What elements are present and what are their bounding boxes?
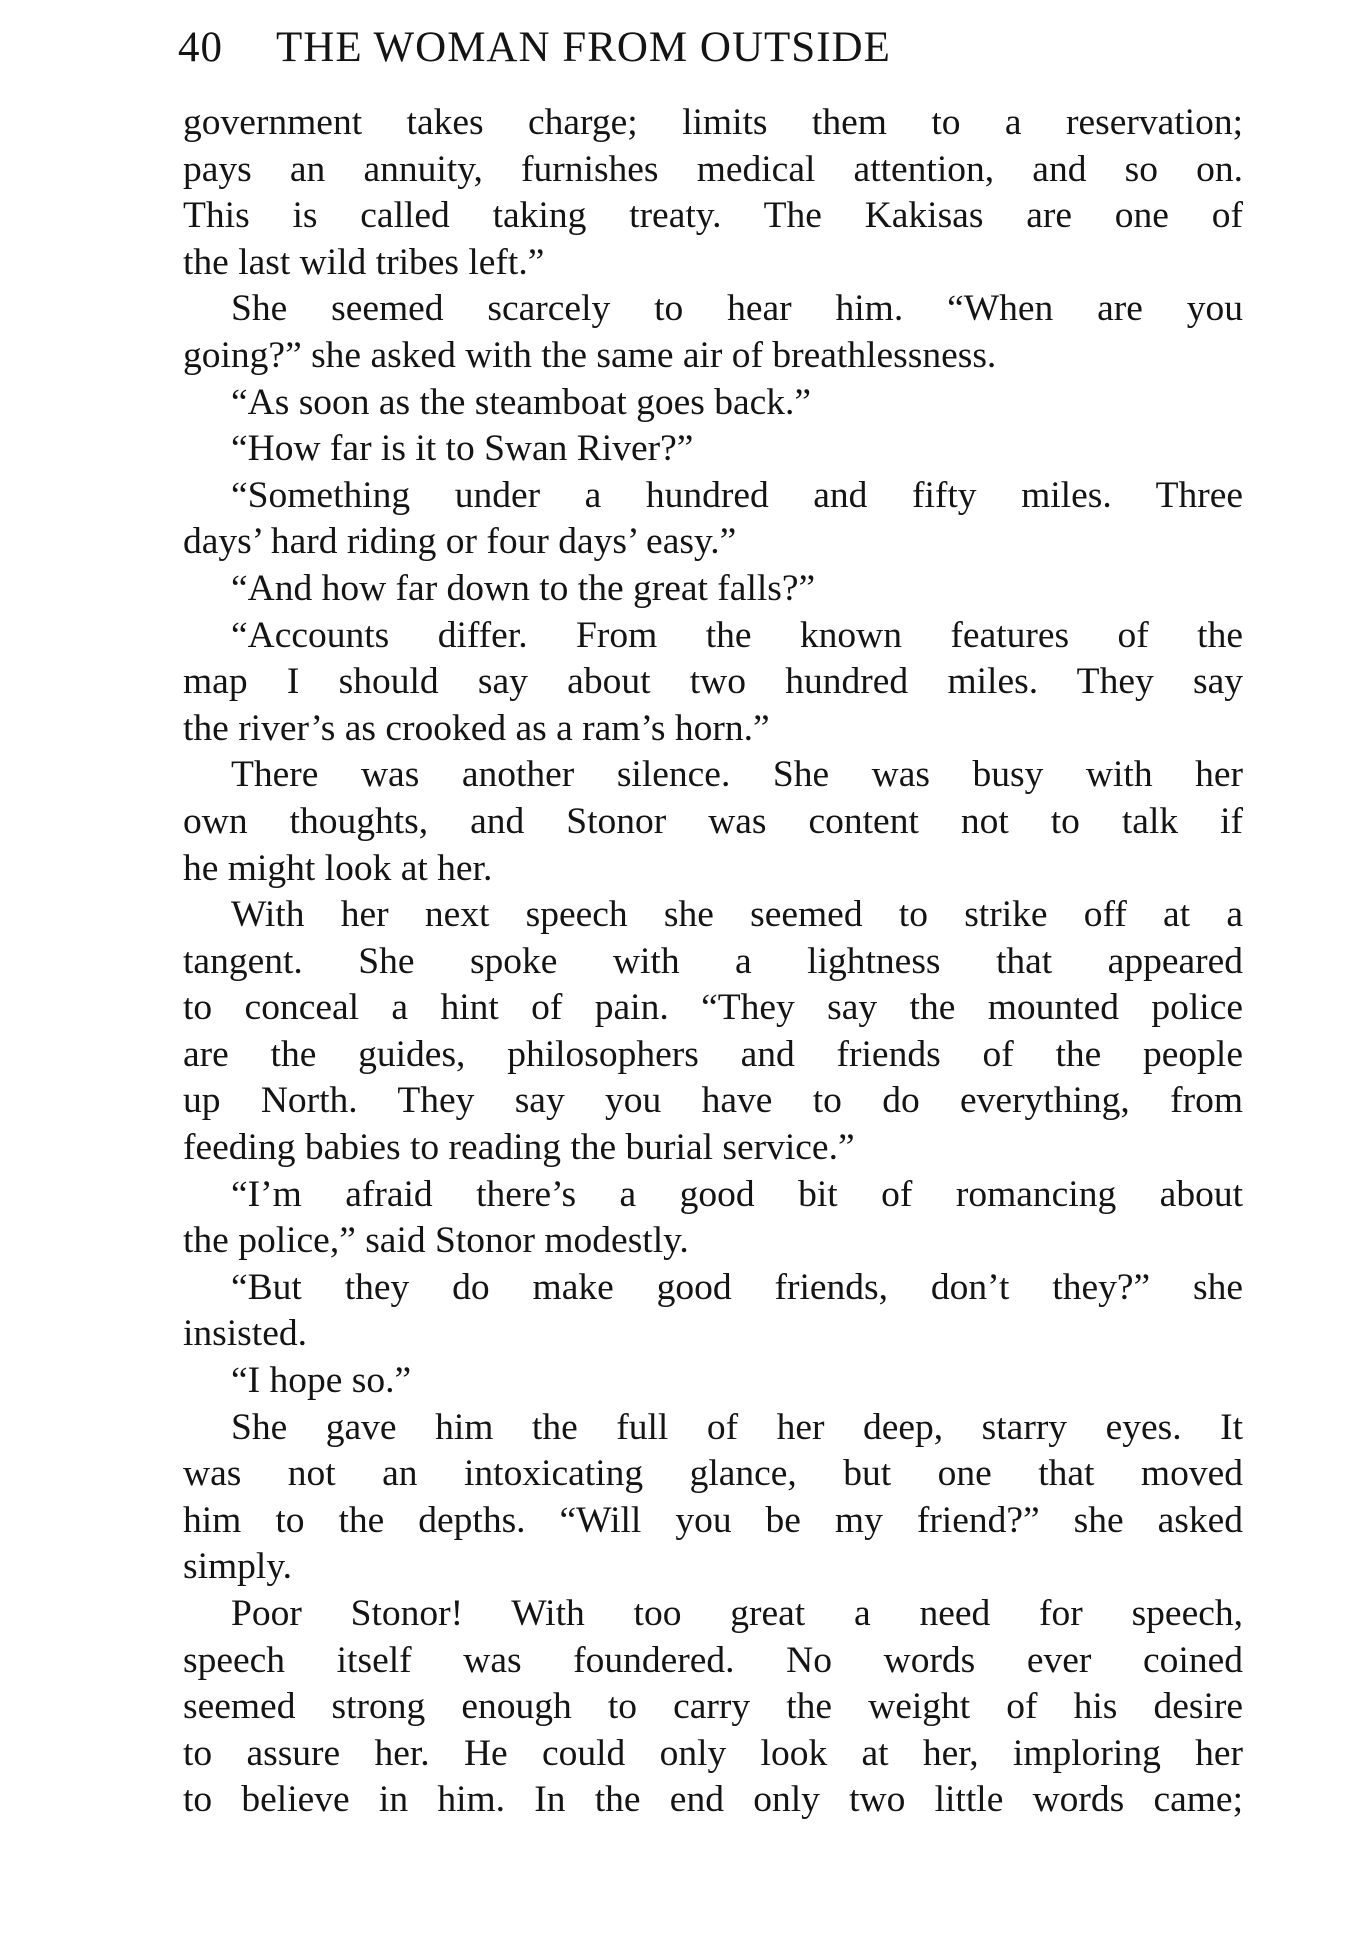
text-line: up North. They say you have to do everything, from [183, 1080, 1243, 1122]
text-line: government takes charge; limits them to a reservation; [183, 102, 1243, 143]
text-line: the last wild tribes left.” [183, 241, 545, 283]
text-line: tangent. She spoke with a lightness that appeared [183, 940, 1243, 982]
text-line: She seemed scarcely to hear him. “When are you [231, 288, 1243, 330]
text-line: insisted. [183, 1313, 307, 1355]
text-line: “As soon as the steamboat goes back.” [231, 381, 812, 423]
text-line: to conceal a hint of pain. “They say the mounted police [183, 987, 1243, 1029]
page-number: 40 [178, 24, 223, 71]
text-line: was not an intoxicating glance, but one that moved [183, 1453, 1243, 1495]
text-line: “But they do make good friends, don’t they?” she [231, 1266, 1243, 1308]
text-line: own thoughts, and Stonor was content not to talk if [183, 800, 1243, 842]
text-line: going?” she asked with the same air of breathlessness. [183, 334, 997, 376]
text-line: pays an annuity, furnishes medical attention, and so on. [183, 148, 1243, 190]
text-line: map I should say about two hundred miles. They say [183, 661, 1243, 703]
text-line: “And how far down to the great falls?” [231, 567, 816, 609]
text-line: seemed strong enough to carry the weight of his desire [183, 1686, 1243, 1728]
text-line: This is called taking treaty. The Kakisas are one of [183, 195, 1243, 237]
text-line: “How far is it to Swan River?” [231, 428, 694, 470]
text-line: the river’s as crooked as a ram’s horn.” [183, 707, 770, 749]
text-line: “Something under a hundred and fifty miles. Three [231, 474, 1243, 516]
text-line: to believe in him. In the end only two little words came; [183, 1779, 1243, 1821]
text-line: he might look at her. [183, 847, 493, 889]
text-line: Poor Stonor! With too great a need for speech, [231, 1593, 1243, 1634]
text-line: the police,” said Stonor modestly. [183, 1220, 689, 1262]
page-header [178, 18, 1258, 78]
text-line: to assure her. He could only look at her, imploring her [183, 1732, 1243, 1774]
text-line: feeding babies to reading the burial service.” [183, 1127, 855, 1169]
running-title: THE WOMAN FROM OUTSIDE [276, 24, 891, 71]
text-line: “I’m afraid there’s a good bit of romancing about [231, 1173, 1243, 1215]
body-text [183, 100, 1243, 1824]
text-line: With her next speech she seemed to strike off at a [231, 894, 1243, 936]
text-line: speech itself was foundered. No words ever coined [183, 1639, 1243, 1681]
text-line: There was another silence. She was busy with her [231, 754, 1243, 796]
text-line: are the guides, philosophers and friends of the people [183, 1033, 1243, 1075]
text-line: him to the depths. “Will you be my friend?” she asked [183, 1499, 1243, 1541]
text-line: days’ hard riding or four days’ easy.” [183, 521, 737, 563]
text-line: She gave him the full of her deep, starry eyes. It [231, 1406, 1243, 1448]
text-line: “I hope so.” [231, 1360, 412, 1402]
text-line: “Accounts differ. From the known features of the [231, 614, 1243, 656]
text-line: simply. [183, 1546, 293, 1588]
